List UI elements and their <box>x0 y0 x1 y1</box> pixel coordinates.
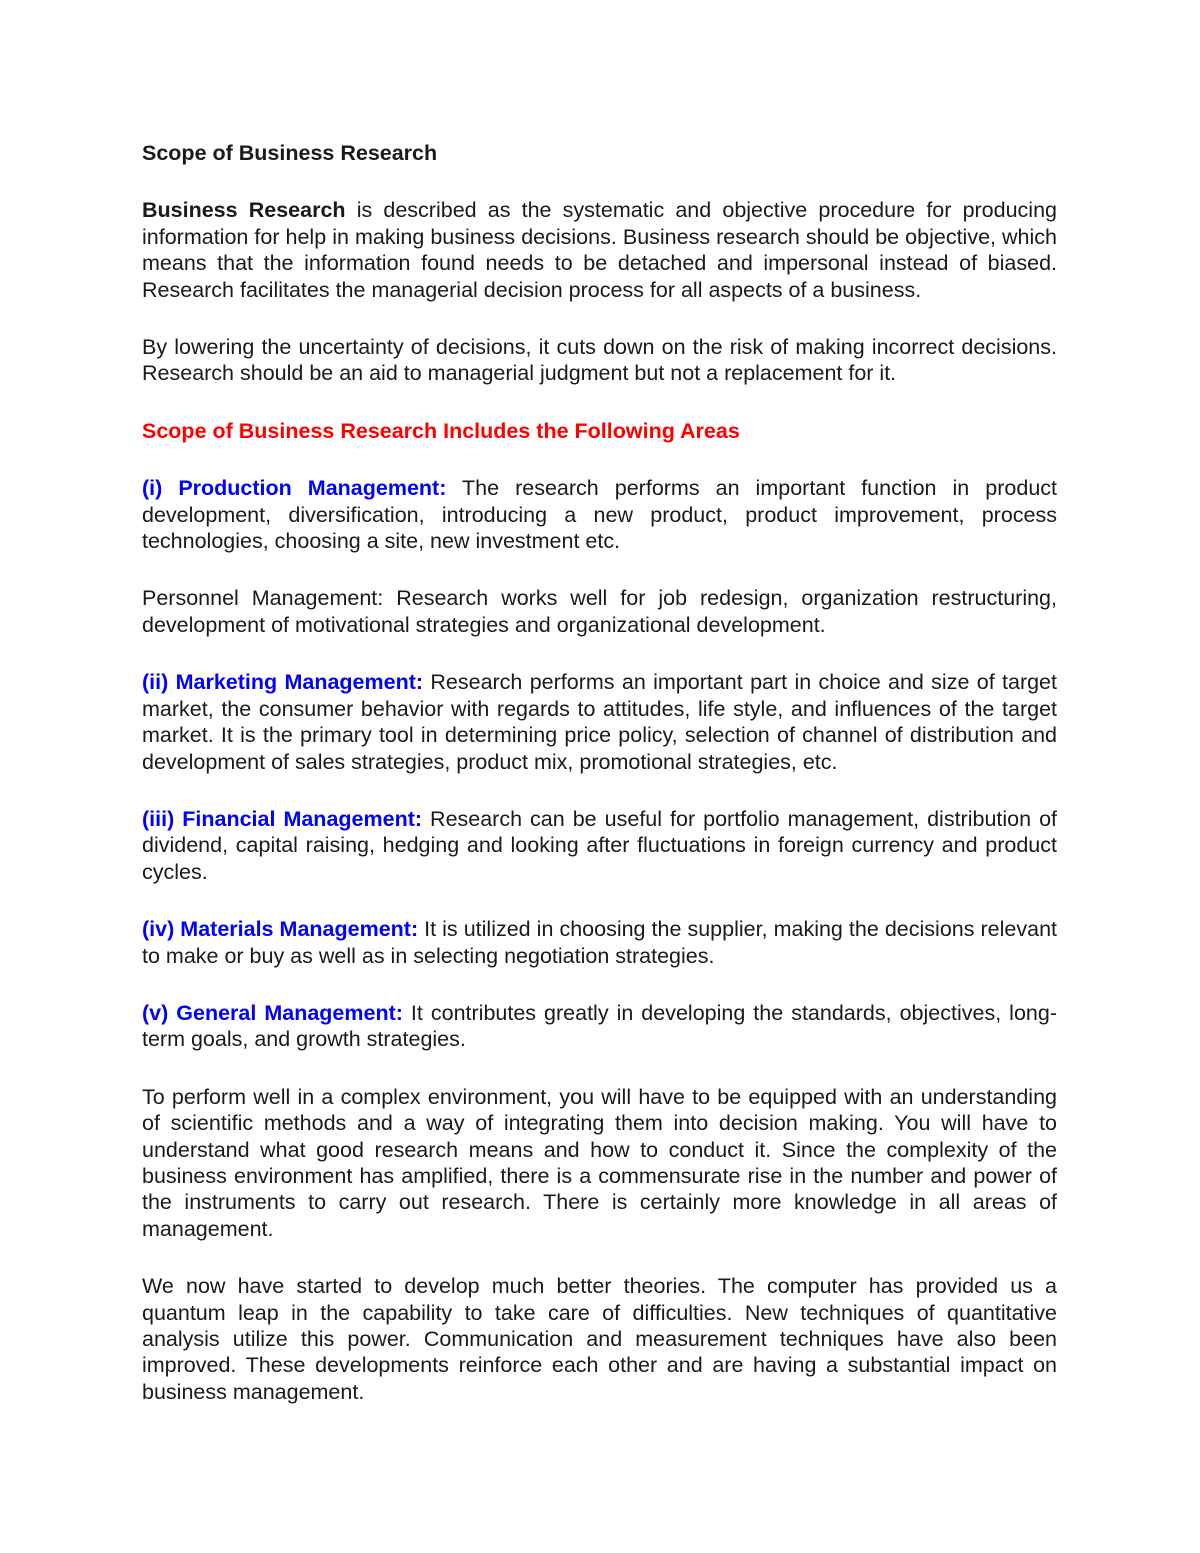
general-management-text: It contributes greatly in developing the standards, objectives, long-term goals, and growth strategies. <box>142 1000 1057 1052</box>
page-title: Scope of Business Research <box>142 141 438 165</box>
general-management-label: (v) General Management: <box>142 1000 403 1025</box>
uncertainty-paragraph: By lowering the uncertainty of decisions, it cuts down on the risk of making incorrect decisions. Research should be an aid to managerial judgment but not a replacement for it. <box>142 335 1057 386</box>
production-management-text: The research performs an important function in product development, diversification, introducing a new product, product improvement, process technologies, choosing a site, new investment etc. <box>142 476 1057 554</box>
production-management-paragraph <box>142 475 1057 554</box>
materials-management-text: It is utilized in choosing the supplier, making the decisions relevant to make or buy as well as in selecting negotiation strategies. <box>142 917 1058 968</box>
financial-management-paragraph <box>142 806 1057 885</box>
materials-management-label: (iv) Materials Management: <box>142 917 419 942</box>
complex-environment-paragraph: To perform well in a complex environment, you will have to be equipped with an understanding of scientific methods and a way of integrating them into decision making. You will have to understand what good research means and how to conduct it. Since the complexity of the business environment has amplified, there is a commensurate rise in the number and power of the instruments to carry out research. There is certainly more knowledge in all areas of management. <box>142 1084 1057 1241</box>
document-page <box>142 140 1057 1436</box>
business-research-term: Business Research <box>142 198 346 223</box>
financial-management-label: (iii) Financial Management: <box>142 806 423 831</box>
financial-management-text: Research can be useful for portfolio management, distribution of dividend, capital raising, hedging and looking after fluctuations in foreign currency and product cycles. <box>142 806 1058 884</box>
intro-text: is described as the systematic and objective procedure for producing information for help in making business decisions. Business research should be objective, which means that the information found needs to be detached and impersonal instead of biased. Research facilitates the managerial decision process for all aspects of a business. <box>142 198 1057 302</box>
personnel-management-paragraph: Personnel Management: Research works well for job redesign, organization restructuring, development of motivational strategies and organizational development. <box>142 586 1057 637</box>
production-management-label: (i) Production Management: <box>142 476 447 501</box>
section-heading: Scope of Business Research Includes the Following Areas <box>142 418 740 443</box>
marketing-management-paragraph <box>142 669 1057 775</box>
marketing-management-text: Research performs an important part in choice and size of target market, the consumer behavior with regards to attitudes, life style, and influences of the target market. It is the primary tool in determining price policy, selection of channel of distribution and development of sales strategies, product mix, promotional strategies, etc. <box>142 670 1057 774</box>
marketing-management-label: (ii) Marketing Management: <box>142 670 424 695</box>
intro-paragraph <box>142 197 1057 303</box>
better-theories-paragraph: We now have started to develop much better theories. The computer has provided us a quantum leap in the capability to take care of difficulties. New techniques of quantitative analysis utilize this power. Communication and measurement techniques have also been improved. These developments reinforce each other and are having a substantial impact on business management. <box>142 1274 1057 1404</box>
general-management-paragraph <box>142 1000 1057 1053</box>
materials-management-paragraph <box>142 916 1057 969</box>
